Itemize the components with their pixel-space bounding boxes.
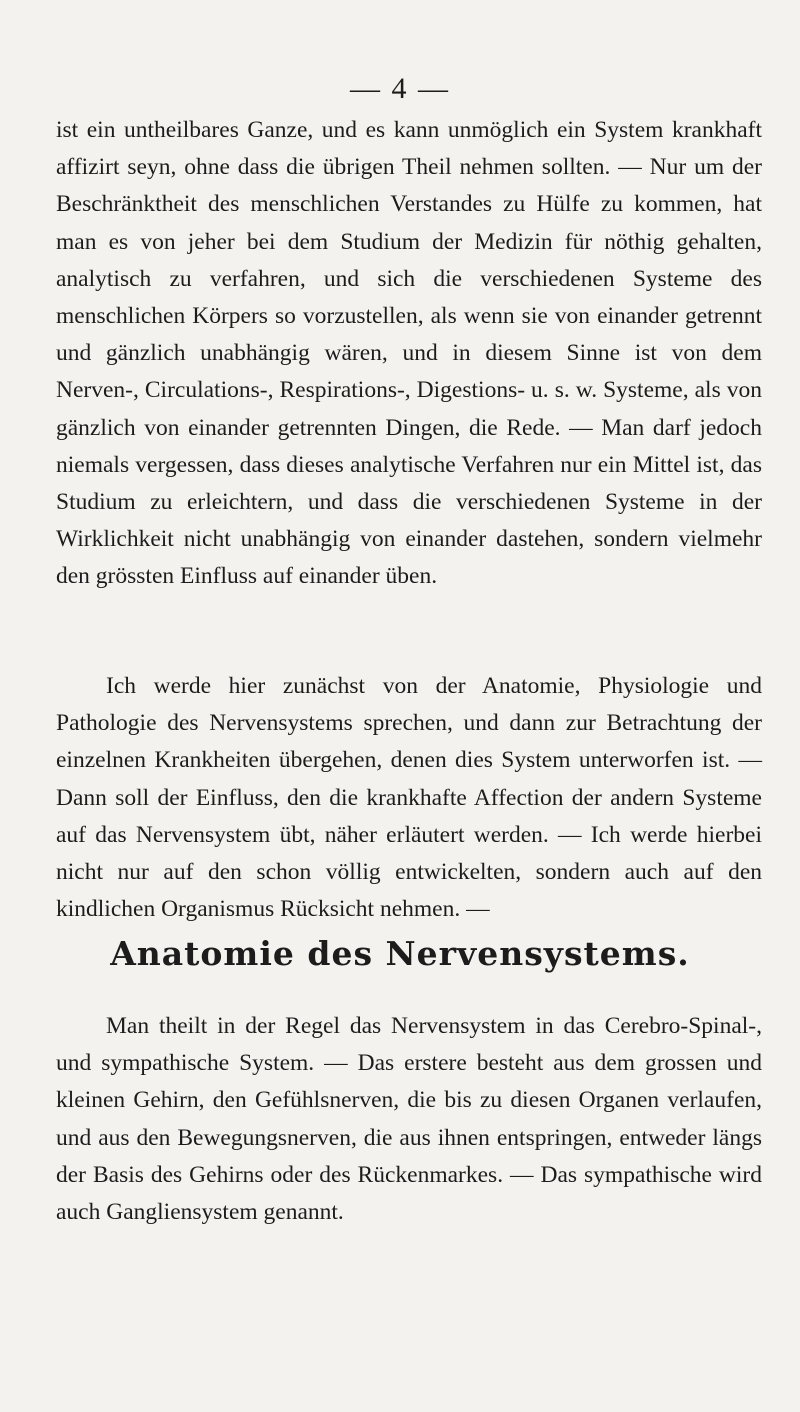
section-heading: Anatomie des Nervensystems. <box>110 934 690 973</box>
paragraph-2: Ich werde hier zunächst von der Anatomie, Physiologie und Pathologie des Nervensystems sprechen, und dann zur Betrachtung der einzelnen Krankheiten übergehen, denen dies System unterworfen ist. — Dann soll der Einfluss, den die krankhafte Affection der andern Systeme auf das Nervensystem übt, näher erläutert werden. — Ich werde hierbei nicht nur auf den schon völlig entwickelten, sondern auch auf den kindlichen Organismus Rücksicht nehmen. — <box>56 673 762 923</box>
paragraph-1: ist ein untheilbares Ganze, und es kann unmöglich ein System krankhaft affizirt seyn, ohne dass die übrigen Theil nehmen sollten. — Nur um der Beschränktheit des menschlichen Verstandes zu Hülfe zu kommen, hat man es von jeher bei dem Studium der Medizin für nöthig gehalten, analytisch zu verfahren, und sich die verschiedenen Systeme des menschlichen Körpers so vorzustellen, als wenn sie von einander getrennt und gänzlich unabhängig wären, und in diesem Sinne ist von dem Nerven-, Circulations-, Respirations-, Digestions- u. s. w. Systeme, als von gänzlich von einander getrennten Dingen, die Rede. — Man darf jedoch niemals vergessen, dass dieses analytische Verfahren nur ein Mittel ist, das Studium zu erleichtern, und dass die verschiedenen Systeme in der Wirklichkeit nicht unabhängig von einander dastehen, sondern vielmehr den grössten Einfluss auf einander üben. <box>56 117 762 590</box>
paragraph-3: Man theilt in der Regel das Nervensystem in das Cerebro-Spinal-, und sympathische System. — Das erstere besteht aus dem grossen und kleinen Gehirn, den Gefühlsnerven, die bis zu diesen Organen verlaufen, und aus den Bewegungsnerven, die aus ihnen entspringen, entweder längs der Basis des Gehirns oder des Rückenmarkes. — Das sympathische wird auch Gangliensystem genannt. <box>56 1013 762 1226</box>
page-number: — 4 — <box>350 72 450 105</box>
